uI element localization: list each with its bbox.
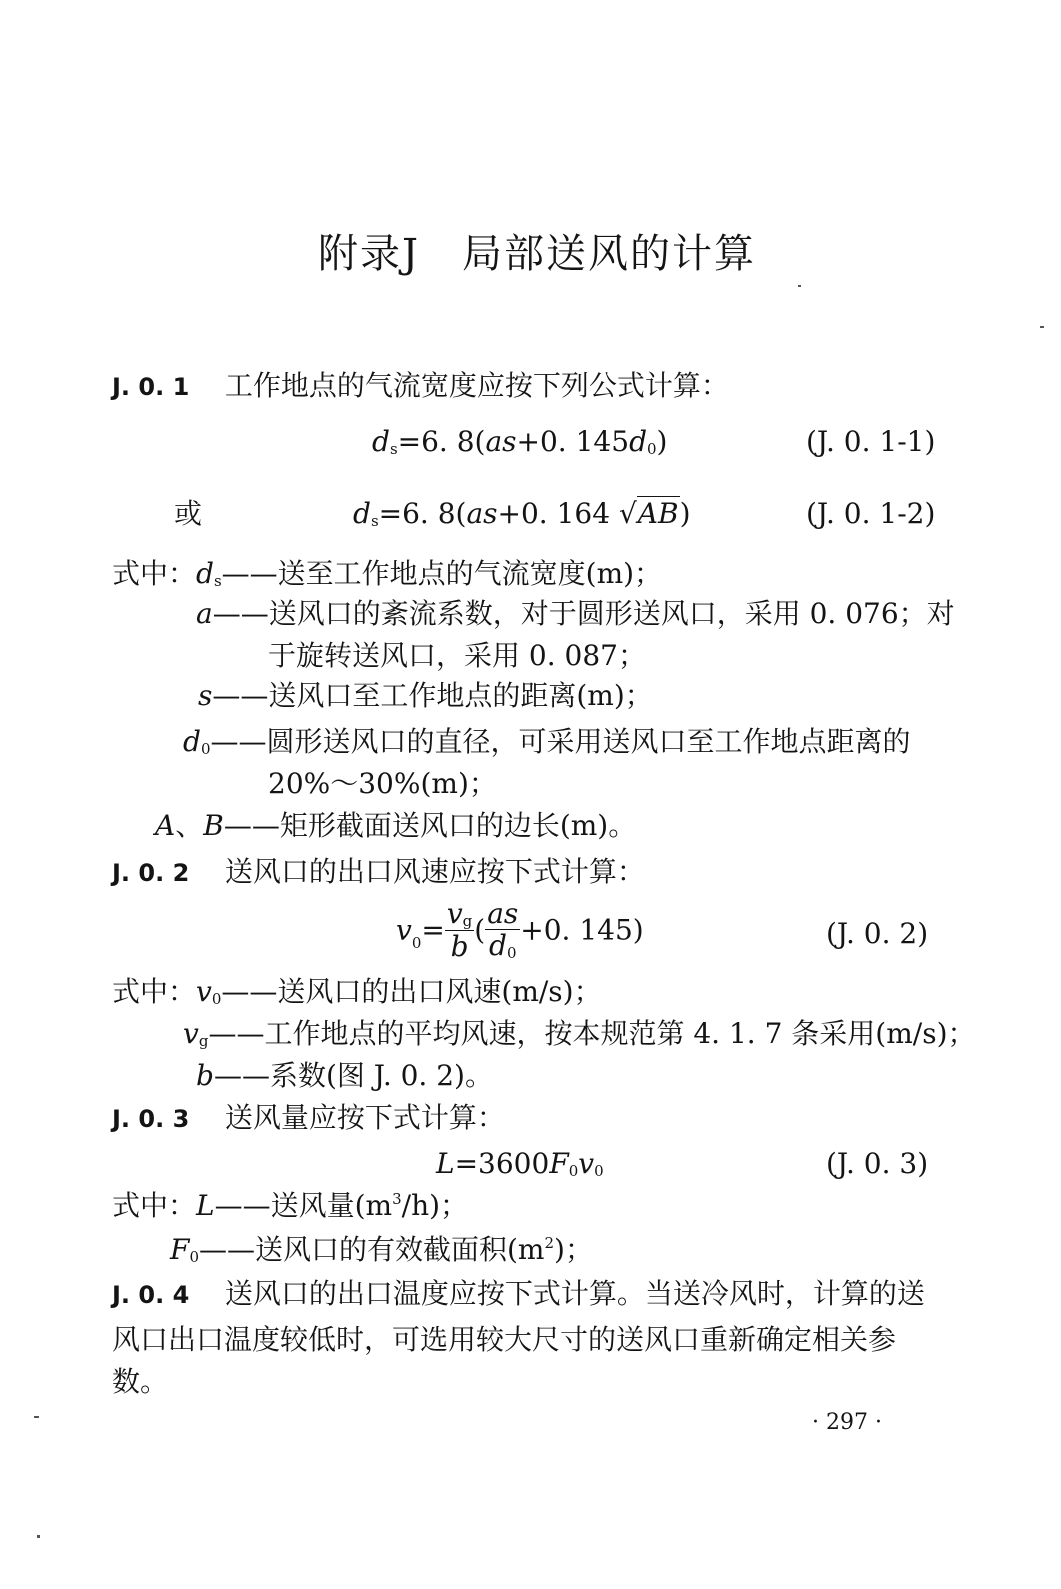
equation-label: (J. 0. 3) bbox=[826, 1147, 929, 1180]
scan-speck bbox=[34, 1416, 39, 1418]
clause-text: 工作地点的气流宽度应按下列公式计算： bbox=[224, 369, 729, 402]
definition-d0: $d_0——$圆形送风口的直径，可采用送风口至工作地点距离的 bbox=[183, 725, 911, 758]
clause-text: 送风量应按下式计算： bbox=[224, 1101, 505, 1134]
clause-number: J. 0. 4 bbox=[112, 1281, 190, 1309]
clause-text-cont: 风口出口温度较低时，可选用较大尺寸的送风口重新确定相关参 bbox=[112, 1323, 897, 1356]
definition-s: s——送风口至工作地点的距离(m)； bbox=[198, 679, 653, 712]
equation-label: (J. 0. 1-2) bbox=[806, 497, 936, 530]
equation-j01-1: $d_s=6$. 8(as+0. $145d_0$) bbox=[372, 425, 668, 458]
clause-text-cont: 数。 bbox=[112, 1365, 169, 1398]
definition-b: b——系数(图 J. 0. 2)。 bbox=[196, 1059, 493, 1092]
definition-a-cont: 于旋转送风口，采用 0. 087； bbox=[268, 639, 646, 672]
page-number: · 297 · bbox=[812, 1410, 882, 1435]
clause-number: J. 0. 2 bbox=[112, 859, 190, 887]
clause-j01 bbox=[112, 369, 729, 402]
equation-j03: $L=3600F_0v_0$ bbox=[436, 1147, 604, 1180]
clause-number: J. 0. 3 bbox=[112, 1105, 190, 1133]
clause-j04 bbox=[112, 1277, 925, 1310]
definition-ab: A、B——矩形截面送风口的边长(m)。 bbox=[155, 809, 637, 842]
equation-label: (J. 0. 1-1) bbox=[806, 425, 936, 458]
scan-speck bbox=[1040, 326, 1044, 328]
definition-v0: 式中：$v_0——$送风口的出口风速(m/s)； bbox=[112, 975, 602, 1008]
equation-j02: $v_0=$ $\frac{v_g}{b}$ ( $\frac{as}{d_0}$ +0. 145) bbox=[396, 897, 644, 963]
definition-ds: 式中：$d_s——$送至工作地点的气流宽度(m)； bbox=[112, 557, 663, 590]
clause-j03 bbox=[112, 1101, 505, 1134]
equation-label: (J. 0. 2) bbox=[826, 917, 929, 950]
definition-d0-cont: 20%～30%(m)； bbox=[268, 767, 497, 800]
definition-a: a——送风口的紊流系数，对于圆形送风口，采用 0. 076；对 bbox=[196, 597, 955, 630]
or-label: 或 bbox=[174, 497, 203, 530]
page-title: 附录J 局部送风的计算 bbox=[318, 231, 757, 277]
scan-speck bbox=[798, 285, 801, 287]
definition-L: 式中：L——送风量$(m^3/h)$； bbox=[112, 1189, 469, 1222]
clause-number: J. 0. 1 bbox=[112, 373, 190, 401]
clause-j02 bbox=[112, 855, 645, 888]
scan-speck bbox=[37, 1535, 40, 1538]
clause-text: 送风口的出口风速应按下式计算： bbox=[224, 855, 645, 888]
equation-j01-2: $d_s=6$. 8(as+0. 164 √AB) bbox=[353, 497, 691, 530]
clause-text: 送风口的出口温度应按下式计算。当送冷风时，计算的送 bbox=[224, 1277, 925, 1310]
definition-vg: $v_g——$工作地点的平均风速，按本规范第 4. 1. 7 条采用(m/s)； bbox=[183, 1017, 976, 1050]
definition-F0: $F_0——$送风口的有效截面积$(m^2)$； bbox=[170, 1233, 593, 1266]
